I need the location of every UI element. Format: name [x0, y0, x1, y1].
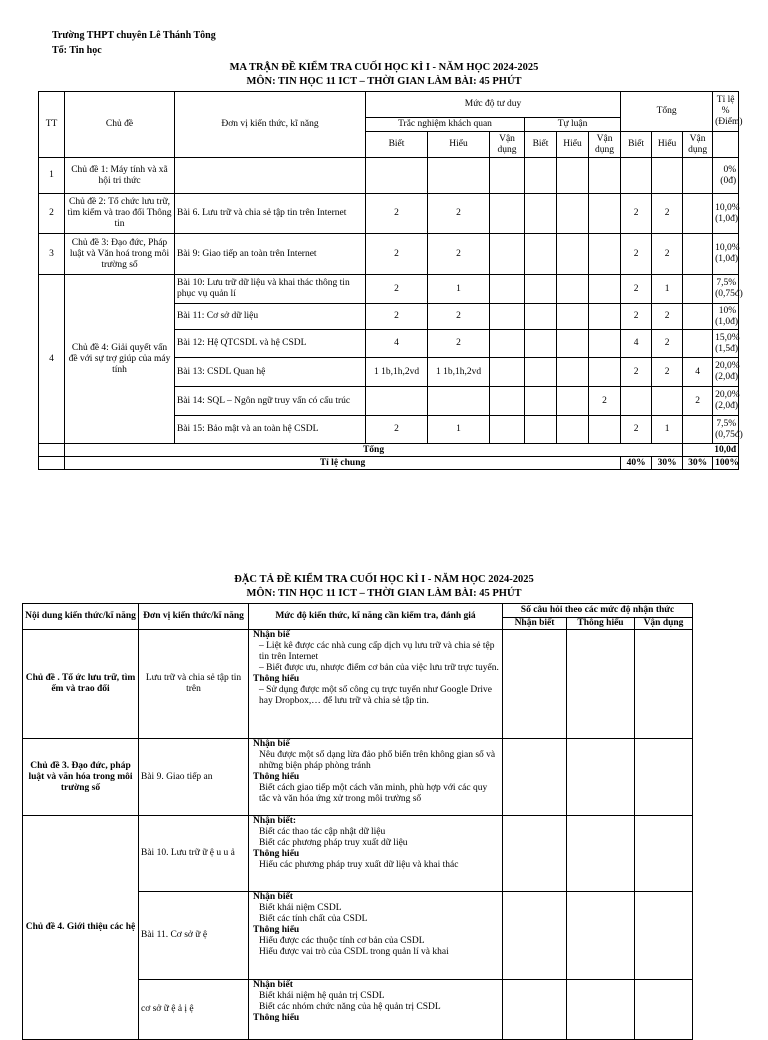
cell-value [557, 387, 589, 416]
spec-unit: Bài 10. Lưu trữ ữ ệ u u ả [139, 816, 249, 892]
cell-value [621, 387, 652, 416]
row-unit: Bài 9: Giao tiếp an toàn trên Internet [175, 234, 366, 275]
cell-value: 2 [652, 330, 683, 358]
cell-value [652, 387, 683, 416]
row-ratio: 10% (1,0đ) [713, 304, 739, 330]
cell-value: 1 [428, 275, 490, 304]
spec-level [249, 892, 503, 980]
cell-value [490, 330, 525, 358]
cell-value [428, 158, 490, 194]
spec-level [249, 630, 503, 739]
cell-value: 4 [366, 330, 428, 358]
level-heading: Thông hiểu [253, 674, 300, 684]
cell-value [557, 330, 589, 358]
cell-value [589, 158, 621, 194]
cell-value: 4 [621, 330, 652, 358]
level-item: Biết cách giao tiếp một cách văn minh, phù hợp với các quy tắc và văn hóa ứng xử trong môi trường số [259, 783, 488, 804]
count-cell [635, 892, 693, 980]
count-cell [567, 816, 635, 892]
count-cell [503, 816, 567, 892]
header-vandung: Vận dụng [589, 132, 621, 158]
cell-value: 2 [428, 304, 490, 330]
row-unit: Bài 13: CSDL Quan hệ [175, 358, 366, 387]
table-row [23, 816, 693, 892]
level-heading: Thông hiểu [253, 772, 300, 782]
count-cell [635, 980, 693, 1040]
cell-value [490, 194, 525, 234]
count-cell [503, 739, 567, 816]
row-ratio: 10,0% (1,0đ) [713, 234, 739, 275]
cell-value: 2 [366, 194, 428, 234]
cell-value: 2 [652, 194, 683, 234]
spec-header-level: Mức độ kiến thức, kĩ năng cần kiểm tra, đánh giá [249, 604, 503, 630]
table-row [39, 275, 739, 304]
cell-value [557, 234, 589, 275]
cell-value [557, 358, 589, 387]
count-cell [567, 892, 635, 980]
cell-value [589, 416, 621, 444]
cell-value [525, 416, 557, 444]
spec-content: Chủ đề . Tổ ức lưu trữ, tìm ếm và trao đổi [23, 630, 139, 739]
rate-vandung: 30% [683, 457, 713, 470]
cell-value: 2 [621, 234, 652, 275]
row-topic: Chủ đề 4: Giải quyết vấn đề với sự trợ giúp của máy tính [65, 275, 175, 444]
cell-value [589, 275, 621, 304]
header-level: Mức độ tư duy [366, 92, 621, 118]
matrix-title: MA TRẬN ĐỀ KIỂM TRA CUỐI HỌC KÌ I - NĂM HỌC 2024-2025 [229, 62, 539, 73]
cell-value: 2 [366, 416, 428, 444]
rate-label: Tỉ lệ chung [65, 457, 621, 470]
cell-value [557, 304, 589, 330]
level-item: Biết các tính chất của CSDL [259, 914, 368, 924]
level-heading: Nhận biế [253, 630, 290, 640]
spec-header-count: Số câu hỏi theo các mức độ nhận thức [503, 604, 693, 618]
row-unit: Bài 6. Lưu trữ và chia sẻ tập tin trên Internet [175, 194, 366, 234]
row-unit [175, 158, 366, 194]
spec-unit: Lưu trữ và chia sẻ tập tin trên [139, 630, 249, 739]
count-cell [635, 630, 693, 739]
rate-hieu: 30% [652, 457, 683, 470]
spec-title: ĐẶC TẢ ĐỀ KIỂM TRA CUỐI HỌC KÌ I - NĂM HỌC 2024-2025 [234, 574, 534, 585]
header-ratio-blank [713, 132, 739, 158]
header-vandung: Vận dụng [683, 132, 713, 158]
table-row [23, 739, 693, 816]
cell-value: 2 [621, 275, 652, 304]
spec-header-nb: Nhận biết [503, 618, 567, 630]
cell-value [683, 330, 713, 358]
level-item: – Sử dụng được một số công cụ trực tuyến như Google Drive hay Dropbox,… để lưu trữ và chia sẻ tập tin. [259, 685, 493, 706]
cell-value [589, 304, 621, 330]
cell-value: 2 [589, 387, 621, 416]
header-unit: Đơn vị kiến thức, kĩ năng [175, 92, 366, 158]
row-unit: Bài 11: Cơ sở dữ liệu [175, 304, 366, 330]
spec-unit: cơ sở ữ ệ ả ị ệ [139, 980, 249, 1040]
level-item: Nêu được một số dạng lừa đảo phổ biến trên không gian số và những biện pháp phòng tránh [259, 750, 496, 771]
count-cell [567, 739, 635, 816]
cell-value [525, 387, 557, 416]
cell-value: 2 [428, 330, 490, 358]
header-hieu: Hiểu [652, 132, 683, 158]
row-topic: Chủ đề 2: Tổ chức lưu trữ, tìm kiếm và trao đổi Thông tin [65, 194, 175, 234]
cell-value [589, 358, 621, 387]
matrix-subtitle: MÔN: TIN HỌC 11 ICT – THỜI GIAN LÀM BÀI: 45 PHÚT [246, 76, 522, 87]
total-row [39, 444, 739, 457]
cell-value [557, 194, 589, 234]
spec-header-vd: Vận dụng [635, 618, 693, 630]
header-hieu: Hiểu [428, 132, 490, 158]
spec-content: Chủ đề 3. Đạo đức, pháp luật và văn hóa trong môi trường số [23, 739, 139, 816]
cell-value [525, 304, 557, 330]
header-vandung: Vận dụng [490, 132, 525, 158]
row-ratio: 0% (0đ) [713, 158, 739, 194]
level-item: Hiểu được các thuộc tính cơ bản của CSDL [259, 936, 425, 946]
row-tt: 2 [39, 194, 65, 234]
level-heading: Thông hiểu [253, 849, 300, 859]
spec-header-th: Thông hiểu [567, 618, 635, 630]
row-unit: Bài 12: Hệ QTCSDL và hệ CSDL [175, 330, 366, 358]
header-biet: Biết [621, 132, 652, 158]
cell-value [490, 234, 525, 275]
cell-value: 2 [652, 304, 683, 330]
cell-value [525, 234, 557, 275]
cell-value [490, 275, 525, 304]
spec-header-content: Nội dung kiến thức/kĩ năng [23, 604, 139, 630]
level-item: – Biết được ưu, nhược điểm cơ bản của việc lưu trữ trực tuyến. [259, 663, 499, 673]
header-tt: TT [39, 92, 65, 158]
cell-value [490, 358, 525, 387]
cell-value [683, 304, 713, 330]
header-ratio: Tỉ lệ % (Điểm) [713, 92, 739, 132]
cell-value: 2 [366, 234, 428, 275]
table-row [39, 158, 739, 194]
count-cell [567, 980, 635, 1040]
cell-value [621, 158, 652, 194]
team-name: Tổ: Tin học [52, 45, 102, 56]
cell-value [589, 234, 621, 275]
cell-value [490, 416, 525, 444]
cell-value: 2 [621, 304, 652, 330]
cell-value [428, 387, 490, 416]
cell-value: 2 [621, 416, 652, 444]
level-item: Biết các phương pháp truy xuất dữ liệu [259, 838, 408, 848]
cell-value [683, 234, 713, 275]
count-cell [635, 739, 693, 816]
spec-unit: Bài 11. Cơ sở ữ ệ [139, 892, 249, 980]
row-unit: Bài 15: Bảo mật và an toàn hệ CSDL [175, 416, 366, 444]
cell-value [683, 194, 713, 234]
rate-total: 100% [713, 457, 739, 470]
count-cell [635, 816, 693, 892]
level-item: – Liệt kê được các nhà cung cấp dịch vụ lưu trữ và chia sẻ tệp tin trên Internet [259, 641, 495, 662]
spec-level [249, 739, 503, 816]
level-item: Biết khái niệm hệ quản trị CSDL [259, 991, 385, 1001]
cell-value [683, 158, 713, 194]
level-item: Hiểu được vai trò của CSDL trong quản lí và khai [259, 947, 449, 957]
cell-value [589, 330, 621, 358]
cell-value [683, 275, 713, 304]
level-item: Biết các nhóm chức năng của hệ quản trị CSDL [259, 1002, 441, 1012]
cell-value: 2 [366, 304, 428, 330]
count-cell [503, 630, 567, 739]
spec-subtitle: MÔN: TIN HỌC 11 ICT – THỜI GIAN LÀM BÀI: 45 PHÚT [246, 588, 522, 599]
cell-value: 2 [652, 358, 683, 387]
row-topic: Chủ đề 3: Đạo đức, Pháp luật và Văn hoá trong môi trường số [65, 234, 175, 275]
spec-level [249, 816, 503, 892]
cell-value: 2 [683, 387, 713, 416]
header-topic: Chủ đề [65, 92, 175, 158]
table-row [39, 194, 739, 234]
row-ratio: 7,5% (0,75đ) [713, 275, 739, 304]
header-biet: Biết [366, 132, 428, 158]
cell-value: 1 1b,1h,2vd [428, 358, 490, 387]
cell-value [490, 387, 525, 416]
rate-biet: 40% [621, 457, 652, 470]
cell-value [525, 158, 557, 194]
cell-value: 1 [652, 275, 683, 304]
cell-value: 2 [621, 194, 652, 234]
cell-value [557, 416, 589, 444]
blank-cell [39, 444, 65, 457]
cell-value [557, 158, 589, 194]
total-value: 10,0đ [683, 444, 739, 457]
matrix-table [38, 91, 743, 470]
spec-content: Chủ đề 4. Giới thiệu các hệ [23, 816, 139, 1040]
cell-value [525, 330, 557, 358]
table-row [39, 234, 739, 275]
cell-value: 4 [683, 358, 713, 387]
row-ratio: 15,0% (1,5đ) [713, 330, 739, 358]
level-heading: Nhận biết [253, 980, 293, 990]
cell-value [683, 416, 713, 444]
cell-value: 2 [428, 194, 490, 234]
level-item: Biết khái niệm CSDL [259, 903, 342, 913]
cell-value: 2 [366, 275, 428, 304]
cell-value [366, 158, 428, 194]
level-heading: Thông hiểu [253, 1013, 300, 1023]
row-tt: 3 [39, 234, 65, 275]
count-cell [503, 892, 567, 980]
cell-value [366, 387, 428, 416]
cell-value: 1 1b,1h,2vd [366, 358, 428, 387]
cell-value: 1 [428, 416, 490, 444]
header-hieu: Hiểu [557, 132, 589, 158]
cell-value: 2 [621, 358, 652, 387]
cell-value [490, 158, 525, 194]
level-item: Biết các thao tác cập nhật dữ liệu [259, 827, 386, 837]
row-tt: 4 [39, 275, 65, 444]
level-heading: Thông hiểu [253, 925, 300, 935]
spec-header-unit: Đơn vị kiến thức/kĩ năng [139, 604, 249, 630]
total-label: Tổng [65, 444, 683, 457]
header-total: Tổng [621, 92, 713, 132]
spec-unit: Bài 9. Giao tiếp an [139, 739, 249, 816]
cell-value: 1 [652, 416, 683, 444]
cell-value [490, 304, 525, 330]
level-heading: Nhận biết: [253, 816, 297, 826]
row-topic: Chủ đề 1: Máy tính và xã hội tri thức [65, 158, 175, 194]
cell-value [525, 275, 557, 304]
rate-row [39, 457, 739, 470]
row-ratio: 20,0% (2,0đ) [713, 358, 739, 387]
header-essay: Tự luận [525, 118, 621, 132]
row-tt: 1 [39, 158, 65, 194]
row-ratio: 20,0% (2,0đ) [713, 387, 739, 416]
row-ratio: 10,0% (1,0đ) [713, 194, 739, 234]
level-item: Hiểu các phương pháp truy xuất dữ liệu và khai thác [259, 860, 459, 870]
header-biet: Biết [525, 132, 557, 158]
count-cell [503, 980, 567, 1040]
level-heading: Nhận biết [253, 892, 293, 902]
spec-level [249, 980, 503, 1040]
cell-value: 2 [428, 234, 490, 275]
table-row [23, 630, 693, 739]
cell-value: 2 [652, 234, 683, 275]
cell-value [557, 275, 589, 304]
school-name: Trường THPT chuyên Lê Thánh Tông [52, 30, 216, 41]
cell-value [525, 194, 557, 234]
cell-value [589, 194, 621, 234]
cell-value [652, 158, 683, 194]
blank-cell [39, 457, 65, 470]
cell-value [525, 358, 557, 387]
row-unit: Bài 14: SQL – Ngôn ngữ truy vấn có cấu trúc [175, 387, 366, 416]
spec-table [22, 603, 693, 1040]
row-ratio: 7,5% (0,75đ) [713, 416, 739, 444]
row-unit: Bài 10: Lưu trữ dữ liệu và khai thác thông tin phục vụ quản lí [175, 275, 366, 304]
count-cell [567, 630, 635, 739]
level-heading: Nhận biế [253, 739, 290, 749]
header-mcq: Trắc nghiệm khách quan [366, 118, 525, 132]
